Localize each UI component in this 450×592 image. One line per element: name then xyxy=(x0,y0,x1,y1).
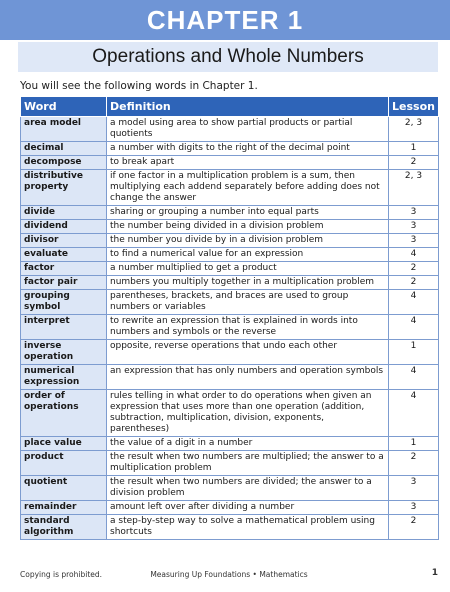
definition-cell: the number being divided in a division problem xyxy=(107,220,389,234)
table-row xyxy=(21,234,439,248)
definition-cell: to break apart xyxy=(107,156,389,170)
word-cell: grouping symbol xyxy=(21,290,107,315)
table-row xyxy=(21,262,439,276)
lesson-cell: 3 xyxy=(389,501,439,515)
word-cell: inverse operation xyxy=(21,340,107,365)
glossary-table xyxy=(20,96,439,540)
chapter-banner: CHAPTER 1 xyxy=(0,0,450,40)
definition-cell: to rewrite an expression that is explained in words into numbers and symbols or the reverse xyxy=(107,315,389,340)
table-row xyxy=(21,156,439,170)
lesson-cell: 1 xyxy=(389,142,439,156)
table-row xyxy=(21,315,439,340)
definition-cell: the number you divide by in a division problem xyxy=(107,234,389,248)
lesson-cell: 4 xyxy=(389,390,439,437)
glossary-body xyxy=(21,117,439,540)
table-header-row xyxy=(21,97,439,117)
intro-text: You will see the following words in Chapter 1. xyxy=(20,80,258,92)
word-cell: decompose xyxy=(21,156,107,170)
word-cell: divisor xyxy=(21,234,107,248)
lesson-cell: 3 xyxy=(389,206,439,220)
column-header-word: Word xyxy=(21,97,107,117)
definition-cell: if one factor in a multiplication problem is a sum, then multiplying each addend separately before adding does not change the answer xyxy=(107,170,389,206)
lesson-cell: 4 xyxy=(389,290,439,315)
lesson-cell: 1 xyxy=(389,437,439,451)
table-row xyxy=(21,365,439,390)
word-cell: numerical expression xyxy=(21,365,107,390)
table-row xyxy=(21,290,439,315)
word-cell: standard algorithm xyxy=(21,515,107,540)
word-cell: interpret xyxy=(21,315,107,340)
lesson-cell: 3 xyxy=(389,476,439,501)
lesson-cell: 2 xyxy=(389,156,439,170)
table-row xyxy=(21,248,439,262)
page-footer xyxy=(20,568,438,582)
page-number: 1 xyxy=(431,568,438,578)
lesson-cell: 3 xyxy=(389,234,439,248)
definition-cell: the result when two numbers are multiplied; the answer to a multiplication problem xyxy=(107,451,389,476)
definition-cell: parentheses, brackets, and braces are used to group numbers or variables xyxy=(107,290,389,315)
word-cell: factor xyxy=(21,262,107,276)
definition-cell: the result when two numbers are divided; the answer to a division problem xyxy=(107,476,389,501)
table-row xyxy=(21,515,439,540)
definition-cell: rules telling in what order to do operations when given an expression that uses more than one operation (addition, subtraction, multiplication, division, exponents, parentheses) xyxy=(107,390,389,437)
lesson-cell: 4 xyxy=(389,365,439,390)
lesson-cell: 2 xyxy=(389,515,439,540)
lesson-cell: 3 xyxy=(389,220,439,234)
copyright-notice: Copying is prohibited. xyxy=(20,570,103,579)
table-row xyxy=(21,220,439,234)
table-row xyxy=(21,170,439,206)
definition-cell: a model using area to show partial products or partial quotients xyxy=(107,117,389,142)
definition-cell: amount left over after dividing a number xyxy=(107,501,389,515)
table-row xyxy=(21,501,439,515)
definition-cell: to find a numerical value for an expression xyxy=(107,248,389,262)
definition-cell: a number with digits to the right of the decimal point xyxy=(107,142,389,156)
table-row xyxy=(21,340,439,365)
chapter-title: Operations and Whole Numbers xyxy=(18,42,438,72)
table-row xyxy=(21,437,439,451)
word-cell: order of operations xyxy=(21,390,107,437)
definition-cell: a number multiplied to get a product xyxy=(107,262,389,276)
lesson-cell: 1 xyxy=(389,340,439,365)
table-row xyxy=(21,451,439,476)
lesson-cell: 4 xyxy=(389,315,439,340)
definition-cell: sharing or grouping a number into equal parts xyxy=(107,206,389,220)
lesson-cell: 2, 3 xyxy=(389,170,439,206)
table-row xyxy=(21,206,439,220)
column-header-definition: Definition xyxy=(107,97,389,117)
definition-cell: opposite, reverse operations that undo each other xyxy=(107,340,389,365)
word-cell: evaluate xyxy=(21,248,107,262)
definition-cell: an expression that has only numbers and operation symbols xyxy=(107,365,389,390)
table-row xyxy=(21,476,439,501)
lesson-cell: 2, 3 xyxy=(389,117,439,142)
lesson-cell: 4 xyxy=(389,248,439,262)
word-cell: dividend xyxy=(21,220,107,234)
lesson-cell: 2 xyxy=(389,451,439,476)
word-cell: product xyxy=(21,451,107,476)
word-cell: quotient xyxy=(21,476,107,501)
column-header-lesson: Lesson xyxy=(389,97,439,117)
definition-cell: the value of a digit in a number xyxy=(107,437,389,451)
table-row xyxy=(21,276,439,290)
word-cell: divide xyxy=(21,206,107,220)
definition-cell: numbers you multiply together in a multiplication problem xyxy=(107,276,389,290)
lesson-cell: 2 xyxy=(389,276,439,290)
lesson-cell: 2 xyxy=(389,262,439,276)
word-cell: place value xyxy=(21,437,107,451)
book-title: Measuring Up Foundations • Mathematics xyxy=(150,570,308,579)
word-cell: decimal xyxy=(21,142,107,156)
word-cell: distributive property xyxy=(21,170,107,206)
word-cell: area model xyxy=(21,117,107,142)
word-cell: factor pair xyxy=(21,276,107,290)
definition-cell: a step-by-step way to solve a mathematical problem using shortcuts xyxy=(107,515,389,540)
table-row xyxy=(21,117,439,142)
word-cell: remainder xyxy=(21,501,107,515)
table-row xyxy=(21,142,439,156)
table-row xyxy=(21,390,439,437)
